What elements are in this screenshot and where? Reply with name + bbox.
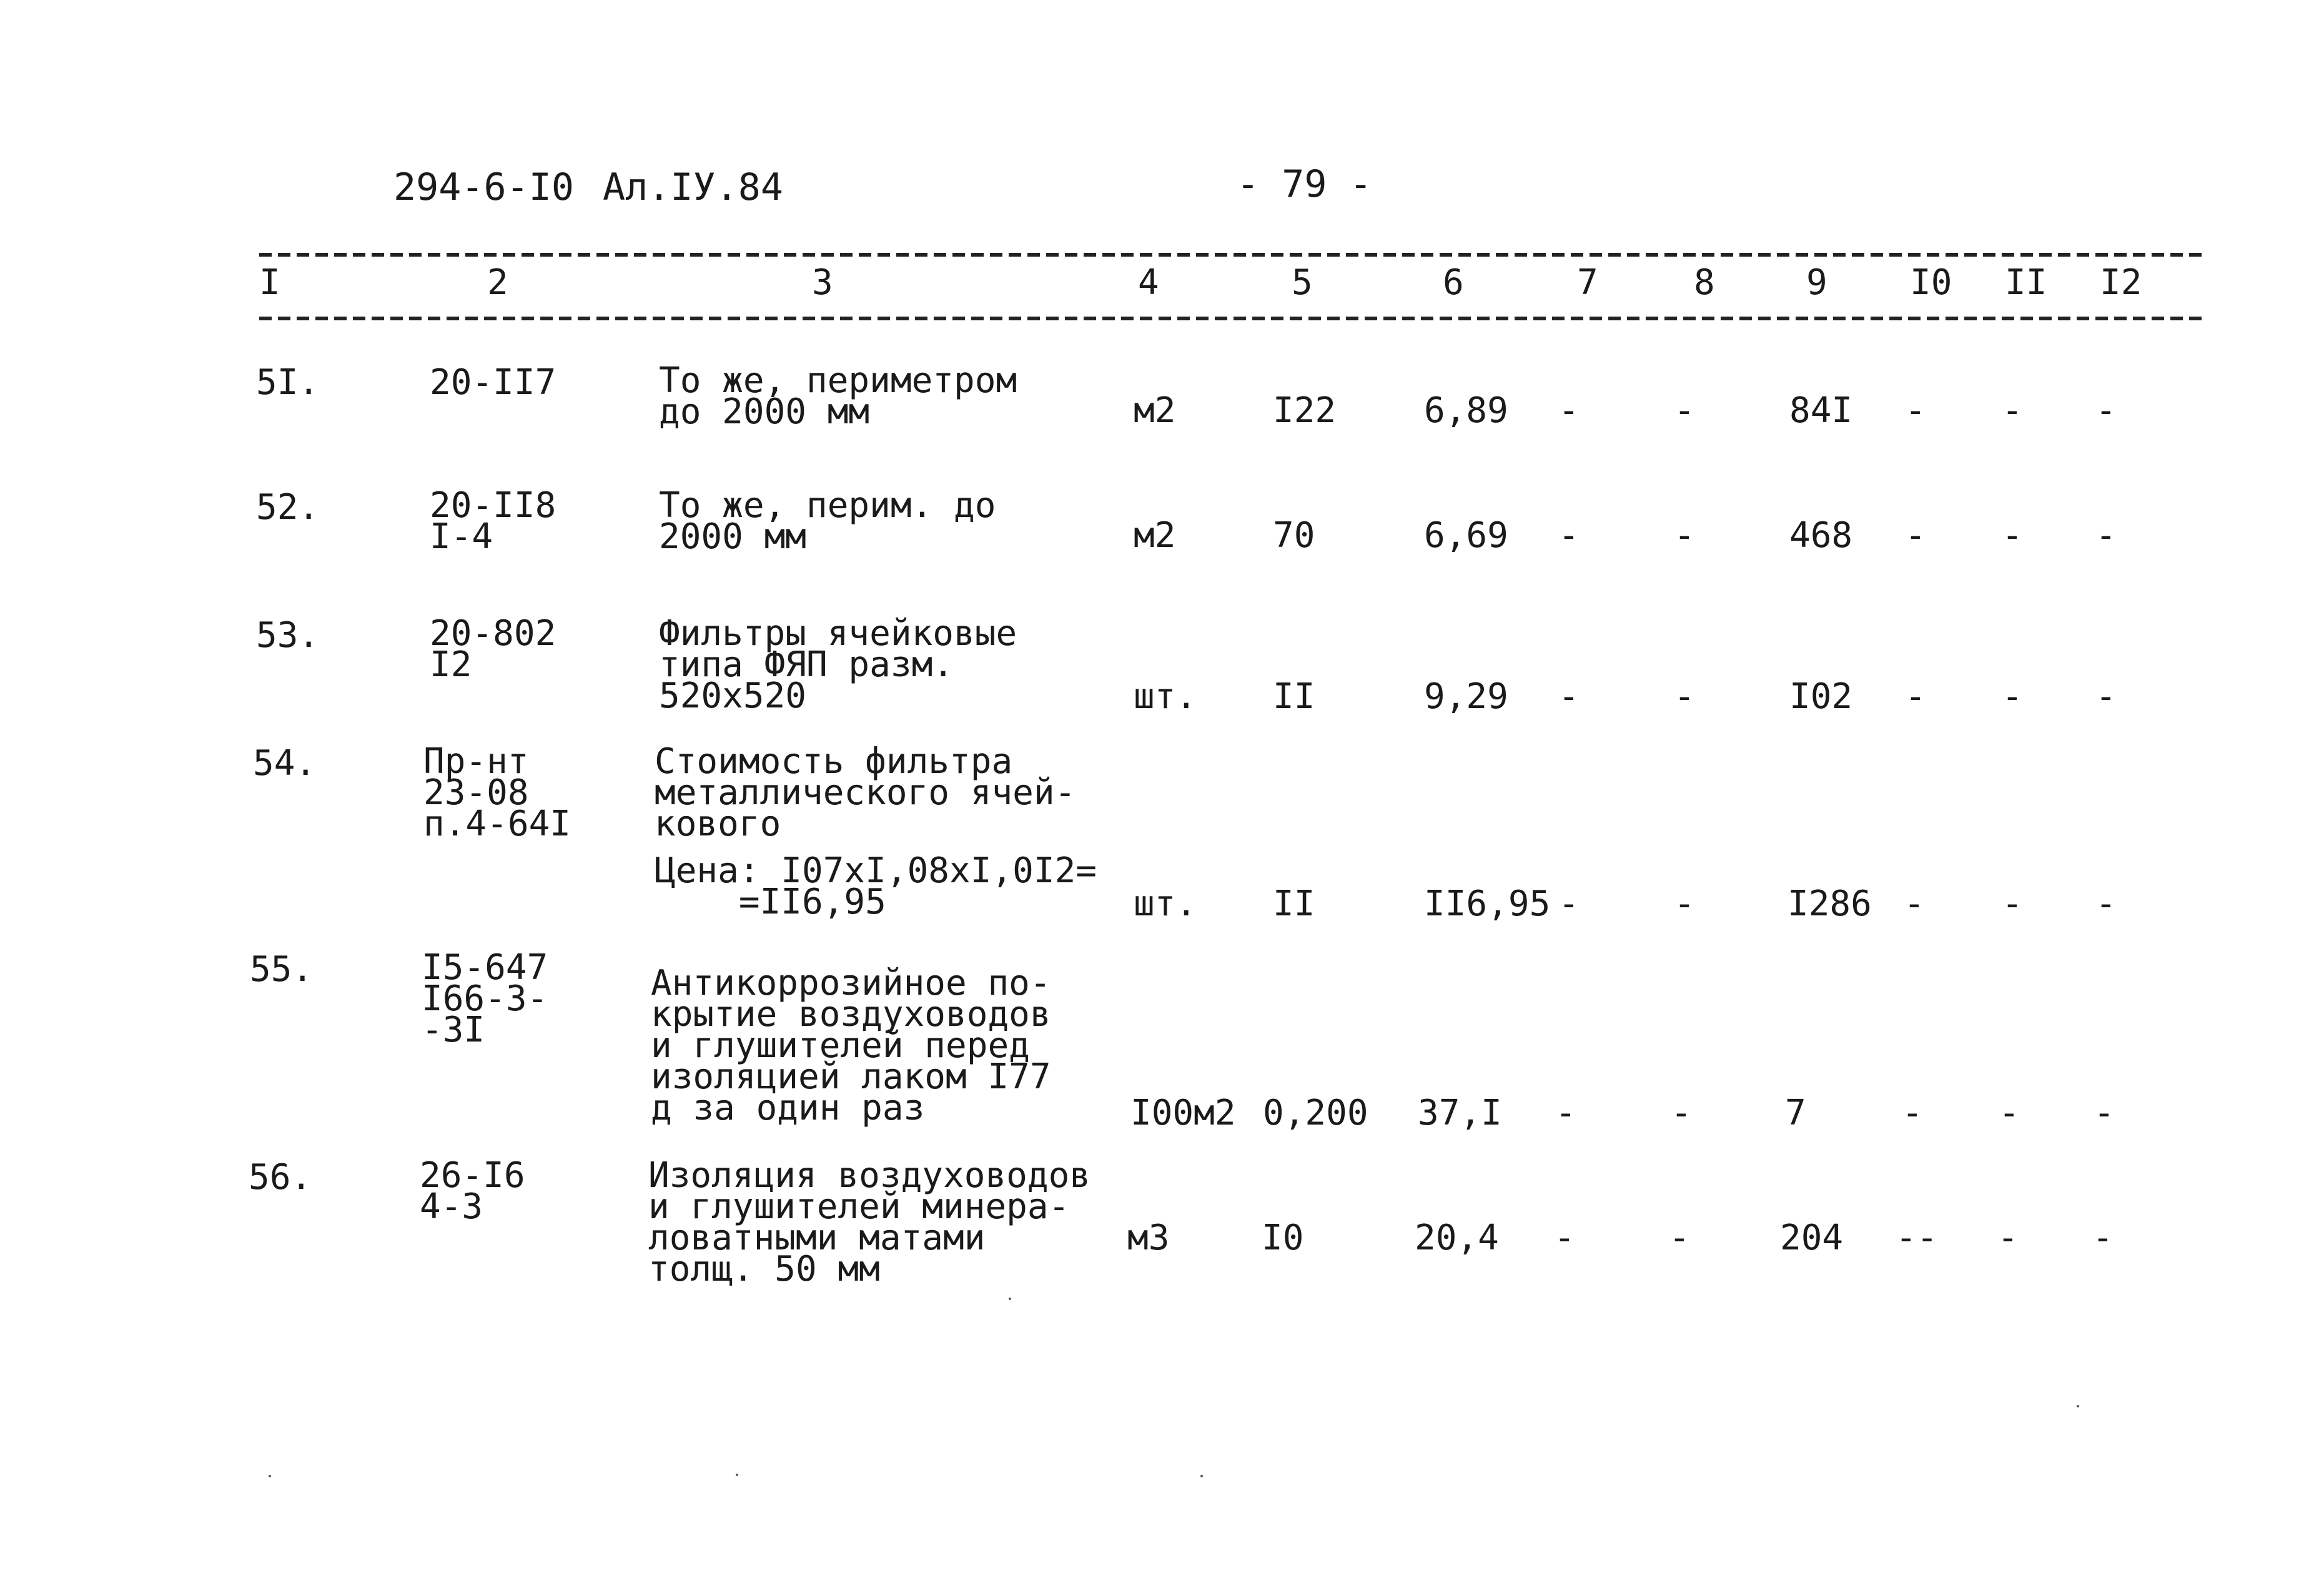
row-col8: - [1674, 676, 1695, 717]
row-col12: - [2095, 884, 2117, 924]
row-code: 20-802 I2 [430, 613, 556, 685]
col-header-9: 9 [1806, 262, 1827, 303]
row-total: I02 [1789, 676, 1853, 717]
row-code: 20-II7 [430, 362, 556, 403]
page-number: - 79 - [1237, 162, 1372, 206]
row-unit-price: II6,95 [1424, 884, 1551, 924]
row-col10: - [1904, 884, 1925, 924]
scan-speck [269, 1475, 271, 1477]
col-header-12: I2 [2100, 262, 2142, 303]
row-description: То же, периметром до 2000 мм [659, 360, 1017, 432]
row-total: 468 [1789, 515, 1853, 556]
row-col7: - [1558, 390, 1580, 431]
col-header-3: 3 [812, 262, 833, 303]
row-col8: - [1674, 884, 1695, 924]
scan-speck [1200, 1475, 1203, 1477]
row-col8: - [1671, 1093, 1692, 1133]
row-number: 52. [256, 487, 320, 528]
row-col11: - [1997, 1218, 2019, 1258]
row-unit-price: 6,69 [1424, 515, 1508, 556]
row-unit: шт. [1134, 676, 1197, 717]
row-description: Стоимость фильтра металлического ячей- кового [655, 741, 1076, 844]
row-number: 55. [250, 949, 314, 990]
row-col7: - [1555, 1093, 1576, 1133]
row-description: Антикоррозийное по- крытие воздуховодов и глушителей перед изоляцией лаком I77 д за один раз [651, 963, 1051, 1128]
row-col8: - [1674, 515, 1695, 556]
row-description: Фильтры ячейковые типа ФЯП разм. 520x520 [659, 613, 1017, 716]
row-quantity: 0,200 [1263, 1093, 1368, 1133]
row-col11: - [2002, 676, 2023, 717]
row-code: 20-II8 I-4 [430, 485, 556, 557]
row-number: 56. [249, 1157, 312, 1198]
row-col11: - [2002, 390, 2023, 431]
row-quantity: 70 [1273, 515, 1315, 556]
row-number: 5I. [256, 362, 320, 403]
row-quantity: II [1273, 676, 1315, 717]
header-top-rule [259, 253, 2202, 257]
row-col8: - [1669, 1218, 1690, 1258]
row-quantity: I0 [1262, 1218, 1304, 1258]
row-col8: - [1674, 390, 1695, 431]
row-col7: - [1554, 1218, 1575, 1258]
row-unit: I00м2 [1130, 1093, 1236, 1133]
row-number: 53. [256, 615, 320, 656]
row-col10: -- [1896, 1218, 1938, 1258]
row-col10: - [1905, 515, 1926, 556]
row-unit-price: 37,I [1418, 1093, 1502, 1133]
row-unit: м3 [1127, 1218, 1170, 1258]
row-code: Пр-нт 23-08 п.4-64I [423, 741, 571, 844]
col-header-6: 6 [1443, 262, 1464, 303]
row-code: I5-647 I66-3- -3I [422, 947, 548, 1050]
row-col10: - [1905, 390, 1926, 431]
col-header-1: I [259, 262, 280, 303]
row-total: 7 [1785, 1093, 1806, 1133]
row-price-calculation: Цена: I07xI,08xI,0I2= =II6,95 [655, 850, 1097, 922]
row-code: 26-I6 4-3 [420, 1155, 525, 1227]
row-unit-price: 6,89 [1424, 390, 1508, 431]
row-col10: - [1902, 1093, 1923, 1133]
col-header-4: 4 [1138, 262, 1159, 303]
row-quantity: I22 [1273, 390, 1337, 431]
document-code: 294-6-I0 [393, 165, 574, 209]
album-number: Ал.IУ.84 [603, 165, 783, 209]
row-total: 84I [1789, 390, 1853, 431]
row-unit: м2 [1134, 390, 1176, 431]
row-col11: - [2002, 515, 2023, 556]
row-col7: - [1558, 884, 1580, 924]
row-unit: шт. [1134, 884, 1197, 924]
col-header-7: 7 [1577, 262, 1598, 303]
row-unit-price: 9,29 [1424, 676, 1508, 717]
col-header-10: I0 [1910, 262, 1952, 303]
col-header-8: 8 [1694, 262, 1715, 303]
row-col7: - [1558, 515, 1580, 556]
row-description: То же, перим. до 2000 мм [659, 485, 996, 557]
row-col12: - [2095, 676, 2117, 717]
row-col12: - [2095, 390, 2117, 431]
header-bottom-rule [259, 317, 2202, 320]
row-description: Изоляция воздуховодов и глушителей минера- ловатными матами толщ. 50 мм [648, 1155, 1091, 1289]
row-col12: - [2094, 1093, 2115, 1133]
scan-speck [736, 1474, 738, 1476]
row-unit: м2 [1134, 515, 1176, 556]
scan-speck [2077, 1405, 2079, 1407]
col-header-2: 2 [487, 262, 508, 303]
row-quantity: II [1273, 884, 1315, 924]
row-col11: - [1999, 1093, 2020, 1133]
row-col12: - [2095, 515, 2117, 556]
row-unit-price: 20,4 [1415, 1218, 1499, 1258]
col-header-5: 5 [1292, 262, 1313, 303]
row-col10: - [1905, 676, 1926, 717]
row-col12: - [2092, 1218, 2114, 1258]
row-total: I286 [1788, 884, 1872, 924]
row-col11: - [2002, 884, 2023, 924]
scan-speck [1009, 1298, 1011, 1300]
col-header-11: II [2005, 262, 2047, 303]
row-number: 54. [253, 743, 317, 784]
row-total: 204 [1780, 1218, 1844, 1258]
row-col7: - [1558, 676, 1580, 717]
